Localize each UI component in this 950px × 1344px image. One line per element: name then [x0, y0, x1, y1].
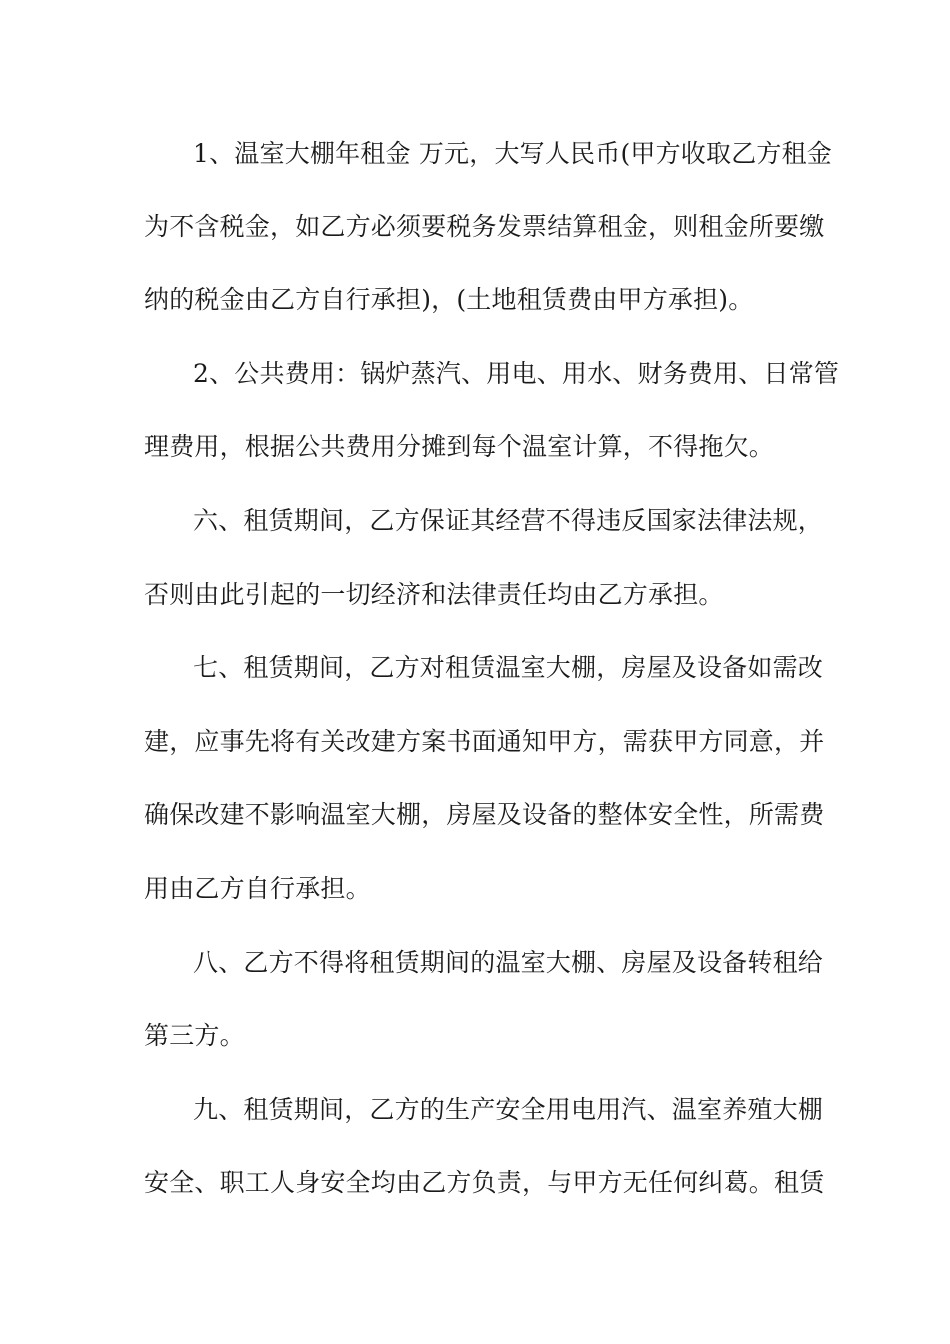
- paragraph-2-line-2: 理费用，根据公共费用分摊到每个温室计算，不得拖欠。: [144, 432, 775, 461]
- paragraph-2-line-1: 2、公共费用：锅炉蒸汽、用电、用水、财务费用、日常管: [193, 359, 840, 388]
- paragraph-1-line-2: 为不含税金，如乙方必须要税务发票结算租金，则租金所要缴: [144, 212, 825, 241]
- clause-9-line-2: 安全、职工人身安全均由乙方负责，与甲方无任何纠葛。租赁: [144, 1168, 825, 1197]
- clause-7-line-2: 建，应事先将有关改建方案书面通知甲方，需获甲方同意，并: [144, 727, 825, 756]
- clause-7-line-4: 用由乙方自行承担。: [144, 874, 371, 903]
- clause-6-line-1: 六、租赁期间，乙方保证其经营不得违反国家法律法规，: [193, 506, 824, 535]
- paragraph-1-line-3: 纳的税金由乙方自行承担)，(土地租赁费由甲方承担)。: [144, 285, 754, 314]
- clause-7-line-1: 七、租赁期间，乙方对租赁温室大棚，房屋及设备如需改: [193, 653, 824, 682]
- clause-7-line-3: 确保改建不影响温室大棚，房屋及设备的整体安全性，所需费: [144, 800, 825, 829]
- clause-6-line-2: 否则由此引起的一切经济和法律责任均由乙方承担。: [144, 580, 724, 609]
- clause-8-line-2: 第三方。: [144, 1021, 245, 1050]
- paragraph-1-line-1: 1、温室大棚年租金 万元，大写人民币(甲方收取乙方租金: [193, 139, 833, 168]
- clause-8-line-1: 八、乙方不得将租赁期间的温室大棚、房屋及设备转租给: [193, 948, 824, 977]
- clause-9-line-1: 九、租赁期间，乙方的生产安全用电用汽、温室养殖大棚: [193, 1095, 824, 1124]
